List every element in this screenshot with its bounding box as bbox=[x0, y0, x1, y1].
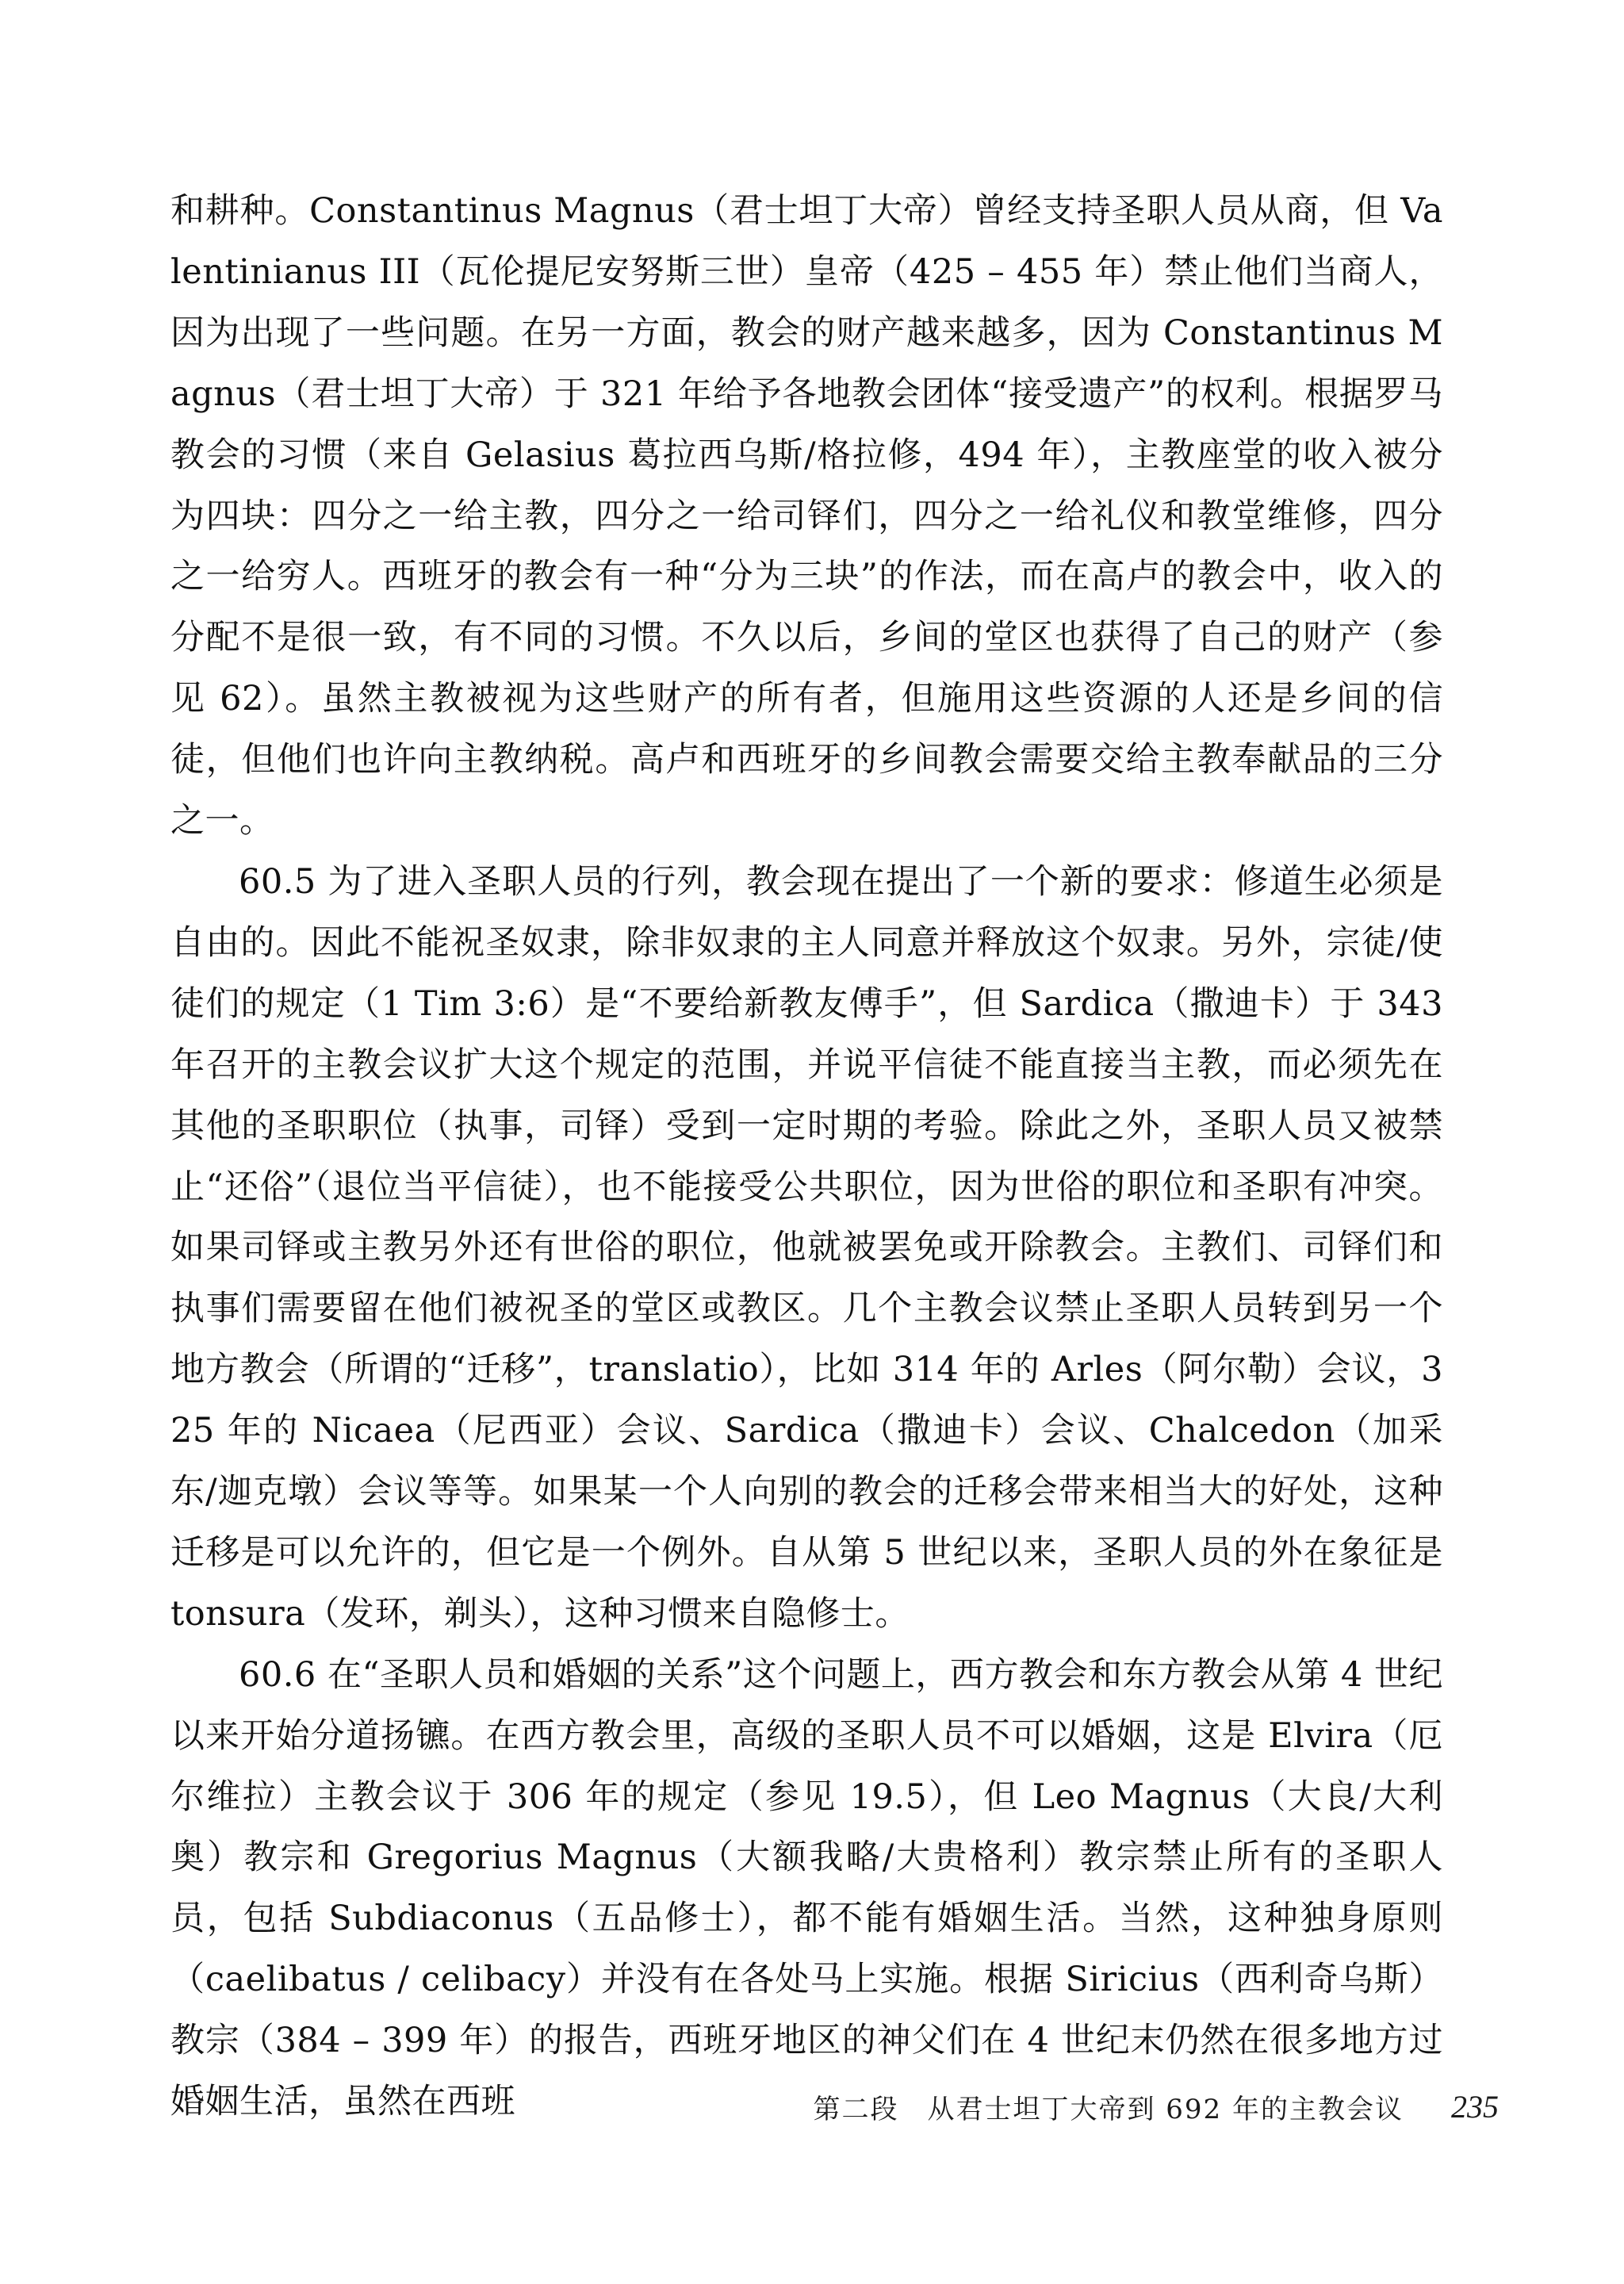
paragraph-60-6: 60.6 在“圣职人员和婚姻的关系”这个问题上，西方教会和东方教会从第 4 世纪以来开始分道扬镳。在西方教会里，高级的圣职人员不可以婚姻，这是 Elvira（厄尔维拉）主教会议于 306 年的规定（参见 19.5），但 Leo Magnus（大良/大利奥）教宗和 Gregorius Magnus（大额我略/大贵格利）教宗禁止所有的圣职人员，包括 Subdiaconus（五品修士），都不能有婚姻生活。当然，这种独身原则（caelibatus / celibacy）并没有在各处马上实施。根据 Siricius（西利奇乌斯）教宗（384 – 399 年）的报告，西班牙地区的神父们在 4 世纪末仍然在很多地方过婚姻生活，虽然在西班 bbox=[170, 1654, 1443, 2122]
running-head: 第二段 从君士坦丁大帝到 692 年的主教会议 bbox=[813, 2093, 1404, 2125]
body-text bbox=[170, 181, 1443, 2133]
page-number: 235 bbox=[1451, 2088, 1499, 2125]
paragraph-continuation: 和耕种。Constantinus Magnus（君士坦丁大帝）曾经支持圣职人员从商，但 Valentinianus III（瓦伦提尼安努斯三世）皇帝（425 – 455 年）禁止他们当商人，因为出现了一些问题。在另一方面，教会的财产越来越多，因为 Constantinus Magnus（君士坦丁大帝）于 321 年给予各地教会团体“接受遗产”的权利。根据罗马教会的习惯（来自 Gelasius 葛拉西乌斯/格拉修，494 年），主教座堂的收入被分为四块：四分之一给主教，四分之一给司铎们，四分之一给礼仪和教堂维修，四分之一给穷人。西班牙的教会有一种“分为三块”的作法，而在高卢的教会中，收入的分配不是很一致，有不同的习惯。不久以后，乡间的堂区也获得了自己的财产（参见 62）。虽然主教被视为这些财产的所有者，但施用这些资源的人还是乡间的信徒，但他们也许向主教纳税。高卢和西班牙的乡间教会需要交给主教奉献品的三分之一。 bbox=[170, 191, 1443, 841]
paragraph-60-5: 60.5 为了进入圣职人员的行列，教会现在提出了一个新的要求：修道生必须是自由的。因此不能祝圣奴隶，除非奴隶的主人同意并释放这个奴隶。另外，宗徒/使徒们的规定（1 Tim 3:6）是“不要给新教友傅手”，但 Sardica（撒迪卡）于 343 年召开的主教会议扩大这个规定的范围，并说平信徒不能直接当主教，而必须先在其他的圣职职位（执事，司铎）受到一定时期的考验。除此之外，圣职人员又被禁止“还俗”（退位当平信徒），也不能接受公共职位，因为世俗的职位和圣职有冲突。如果司铎或主教另外还有世俗的职位，他就被罢免或开除教会。主教们、司铎们和执事们需要留在他们被祝圣的堂区或教区。几个主教会议禁止圣职人员转到另一个地方教会（所谓的“迁移”，translatio），比如 314 年的 Arles（阿尔勒）会议，325 年的 Nicaea（尼西亚）会议、Sardica（撒迪卡）会议、Chalcedon（加采东/迦克墩）会议等等。如果某一个人向别的教会的迁移会带来相当大的好处，这种迁移是可以允许的，但它是一个例外。自从第 5 世纪以来，圣职人员的外在象征是 tonsura（发环，剃头），这种习惯来自隐修士。 bbox=[170, 861, 1443, 1634]
page-footer bbox=[781, 2083, 1499, 2130]
